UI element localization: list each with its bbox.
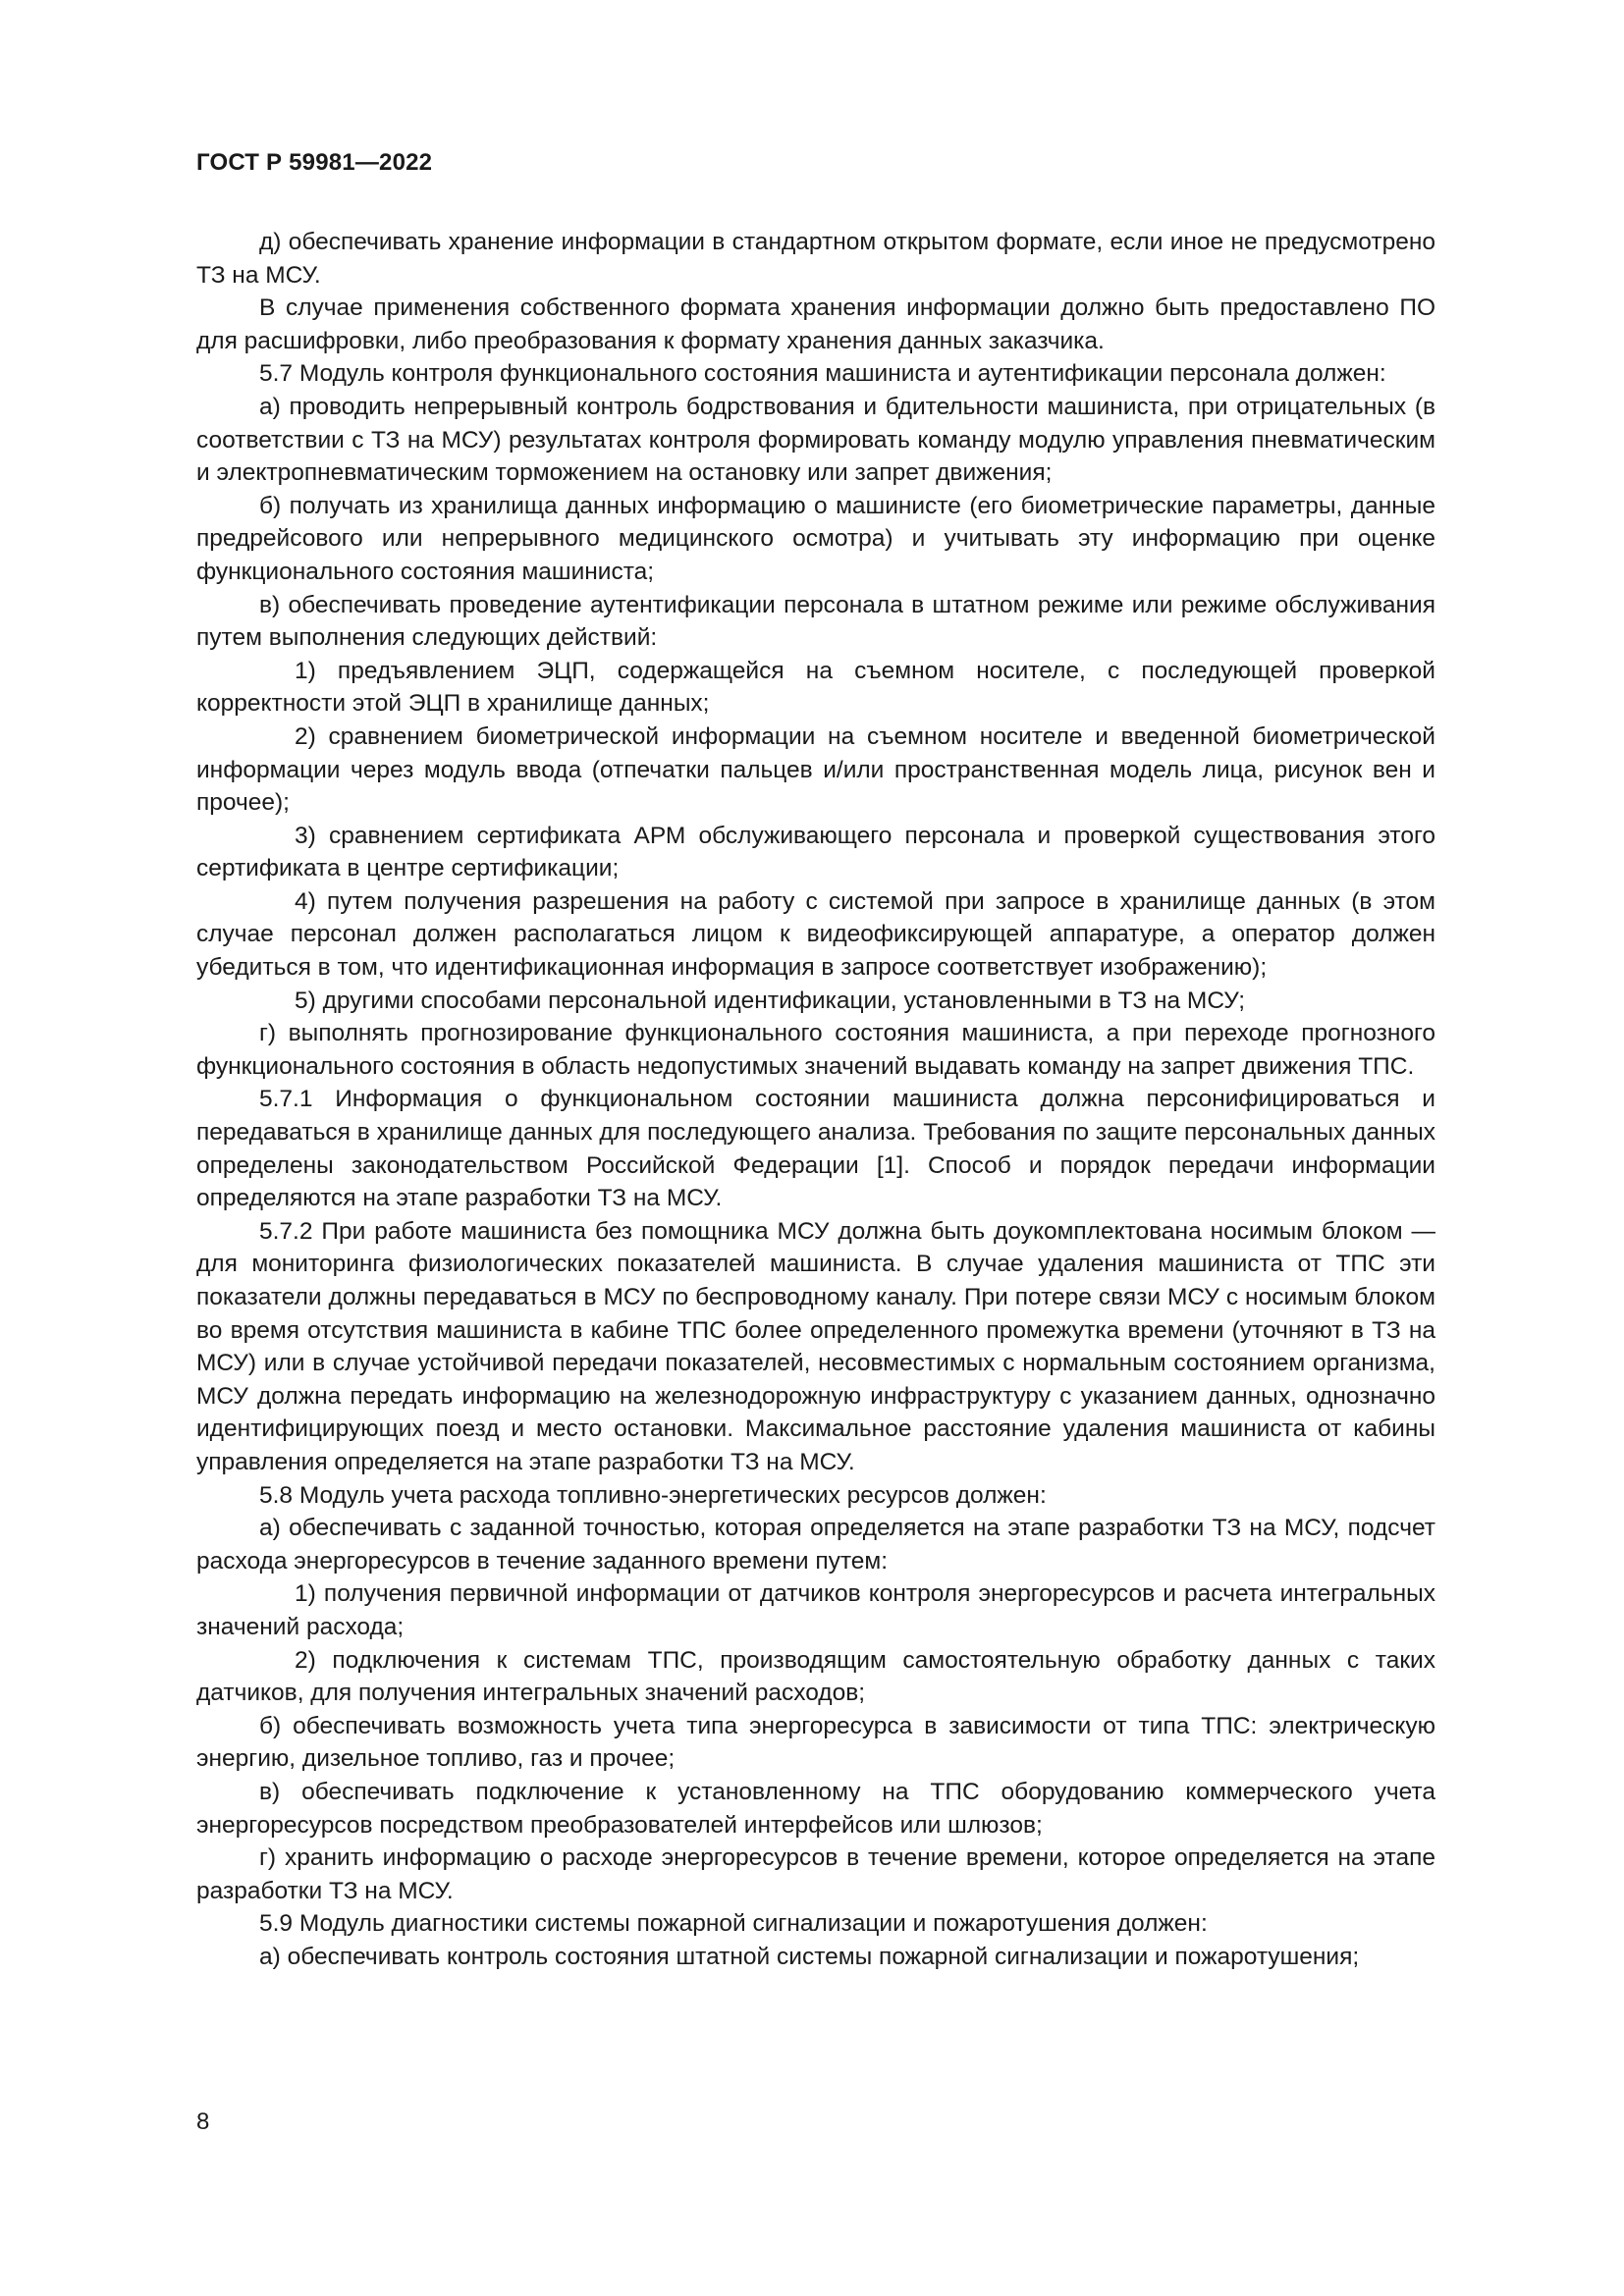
sub-list-item: 1) получения первичной информации от датчиков контроля энергоресурсов и расчета интегральных значений расхода; [196,1580,1435,1640]
list-item: б) получать из хранилища данных информацию о машинисте (его биометрические параметры, данные предрейсового или непрерывного медицинского осмотра) и учитывать эту информацию при оценке функционального состояния машиниста; [196,492,1435,585]
list-item: а) обеспечивать контроль состояния штатной системы пожарной сигнализации и пожаротушения; [259,1943,1360,1970]
list-item: а) проводить непрерывный контроль бодрствования и бдительности машиниста, при отрицательных (в соответствии с ТЗ на МСУ) результатах контроля формировать команду модулю управления пневматическим и электропневматическим торможением на остановку или запрет движения; [196,393,1435,487]
sub-list-item: 2) сравнением биометрической информации на съемном носителе и введенной биометрической информации через модуль ввода (отпечатки пальцев и/или пространственная модель лица, рисунок вен и прочее); [196,722,1435,817]
list-item: в) обеспечивать проведение аутентификации персонала в штатном режиме или режиме обслуживания путем выполнения следующих действий: [196,591,1435,652]
list-item: б) обеспечивать возможность учета типа энергоресурса в зависимости от типа ТПС: электрическую энергию, дизельное топливо, газ и прочее; [196,1712,1435,1773]
page-number: 8 [196,2109,210,2135]
sub-list-item: 4) путем получения разрешения на работу с системой при запросе в хранилище данных (в этом случае персонал должен располагаться лицом к видеофиксирующей аппаратуре, а оператор должен убедиться в том, что идентификационная информация в запросе соответствует изображению); [196,887,1435,982]
paragraph: В случае применения собственного формата хранения информации должно быть предоставлено ПО для расшифровки, либо преобразования к формату хранения данных заказчика. [196,294,1435,354]
section-heading-5-8: 5.8 Модуль учета расхода топливно-энергетических ресурсов должен: [259,1481,1047,1509]
list-item: а) обеспечивать с заданной точностью, которая определяется на этапе разработки ТЗ на МСУ, подсчет расхода энергоресурсов в течение заданного времени путем: [196,1515,1435,1575]
list-item: г) выполнять прогнозирование функционального состояния машиниста, а при переходе прогнозного функционального состояния в область недопустимых значений выдавать команду на запрет движения ТПС. [196,1020,1435,1080]
document-header: ГОСТ Р 59981—2022 [196,149,433,176]
section-heading-5-7: 5.7 Модуль контроля функционального состояния машиниста и аутентификации персонала должен: [259,360,1386,388]
sub-list-item: 2) подключения к системам ТПС, производящим самостоятельную обработку данных с таких датчиков, для получения интегральных значений расходов; [196,1646,1435,1707]
sub-list-item: 1) предъявлением ЭЦП, содержащейся на съемном носителе, с последующей проверкой корректности этой ЭЦП в хранилище данных; [196,657,1435,718]
sub-list-item: 3) сравнением сертификата АРМ обслуживающего персонала и проверкой существования этого сертификата в центре сертификации; [196,822,1435,882]
section-5-7-1: 5.7.1 Информация о функциональном состоянии машиниста должна персонифицироваться и передаваться в хранилище данных для последующего анализа. Требования по защите персональных данных определены законодательством Российской Федерации [1]. Способ и порядок передачи информации определяются на этапе разработки ТЗ на МСУ. [196,1086,1435,1212]
section-heading-5-9: 5.9 Модуль диагностики системы пожарной сигнализации и пожаротушения должен: [259,1910,1208,1938]
list-item: г) хранить информацию о расходе энергоресурсов в течение времени, которое определяется на этапе разработки ТЗ на МСУ. [196,1844,1435,1904]
list-item: в) обеспечивать подключение к установленному на ТПС оборудованию коммерческого учета энергоресурсов посредством преобразователей интерфейсов или шлюзов; [196,1778,1435,1839]
document-body [196,226,1435,1973]
section-5-7-2: 5.7.2 При работе машиниста без помощника МСУ должна быть доукомплектована носимым блоком — для мониторинга физиологических показателей машиниста. В случае удаления машиниста от ТПС эти показатели должны передаваться в МСУ по беспроводному каналу. При потере связи МСУ с носимым блоком во время отсутствия машиниста в кабине ТПС более определенного промежутка времени (уточняют в ТЗ на МСУ) или в случае устойчивой передачи показателей, несовместимых с нормальным состоянием организма, МСУ должна передать информацию на железнодорожную инфраструктуру с указанием данных, однозначно идентифицирующих поезд и место остановки. Максимальное расстояние удаления машиниста от кабины управления определяется на этапе разработки ТЗ на МСУ. [196,1217,1435,1475]
sub-list-item: 5) другими способами персональной идентификации, установленными в ТЗ на МСУ; [295,987,1246,1014]
paragraph: д) обеспечивать хранение информации в стандартном открытом формате, если иное не предусмотрено ТЗ на МСУ. [196,229,1435,289]
